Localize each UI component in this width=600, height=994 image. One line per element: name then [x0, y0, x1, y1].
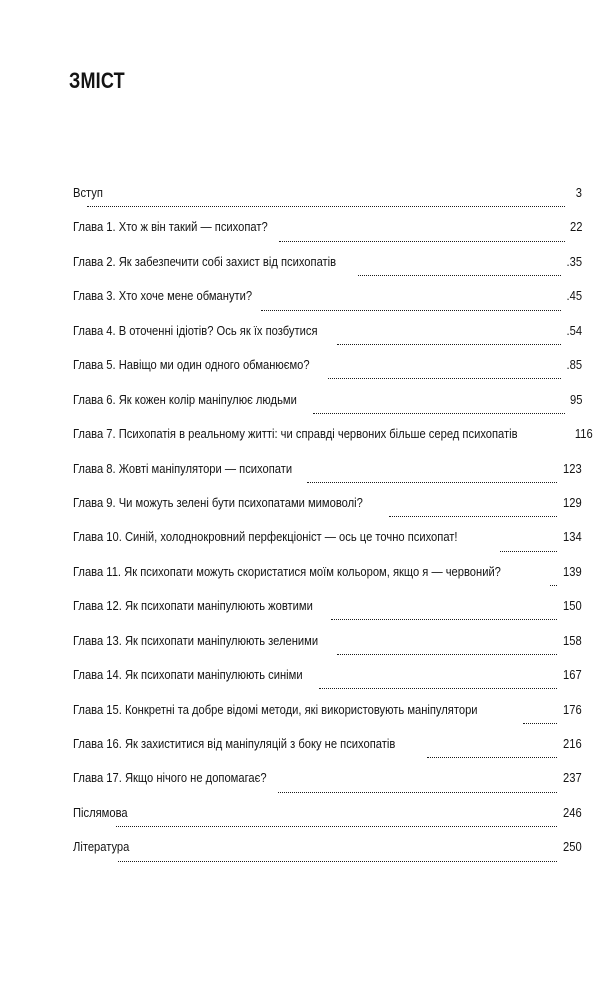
toc-entry — [73, 529, 582, 563]
toc-entry-page: 158 — [563, 632, 582, 648]
toc-entry-page: 167 — [563, 667, 582, 683]
dot-leader — [427, 756, 557, 758]
toc-entry-page: 216 — [563, 736, 582, 751]
toc-entry-title: Глава 16. Як захиститися від маніпуляцій з боку не психопатів — [73, 736, 396, 751]
toc-entry-page: 237 — [563, 770, 582, 786]
page-title: ЗМІСТ — [69, 68, 125, 93]
table-of-contents — [73, 185, 594, 874]
toc-entry — [73, 667, 582, 701]
toc-entry — [73, 495, 582, 529]
dot-leader — [319, 687, 557, 689]
toc-entry-title: Глава 2. Як забезпечити собі захист від психопатів — [73, 253, 337, 269]
dot-leader — [118, 860, 557, 862]
toc-entry-page: 150 — [563, 598, 582, 614]
dot-leader — [337, 653, 557, 655]
toc-entry — [73, 839, 582, 873]
toc-entry-title: Глава 7. Психопатія в реальному житті: чи справді червоних більше серед психопатів — [73, 426, 518, 442]
toc-entry-page: 116 — [575, 426, 594, 442]
dot-leader — [328, 377, 561, 379]
toc-entry-page: 95 — [569, 391, 582, 407]
toc-entry — [73, 323, 582, 357]
dot-leader — [523, 722, 557, 724]
toc-entry-title: Глава 8. Жовті маніпулятори — психопати — [73, 460, 293, 476]
toc-entry-title: Глава 3. Хто хоче мене обманути? — [73, 288, 253, 304]
toc-entry-title: Глава 12. Як психопати маніпулюють жовтими — [73, 598, 313, 614]
toc-entry-page: .35 — [566, 253, 582, 269]
toc-entry-title: Глава 15. Конкретні та добре відомі методи, які використовують маніпулятори — [73, 701, 478, 717]
toc-entry — [73, 357, 582, 391]
toc-entry — [73, 805, 582, 839]
toc-entry — [73, 702, 582, 736]
toc-entry — [73, 736, 582, 770]
toc-entry-page: 246 — [563, 804, 582, 820]
dot-leader — [313, 412, 565, 414]
toc-entry-title: Література — [73, 839, 130, 855]
toc-entry — [73, 633, 582, 667]
toc-entry-page: .45 — [566, 288, 582, 304]
dot-leader — [337, 343, 561, 345]
toc-entry — [73, 770, 582, 804]
toc-entry — [73, 185, 582, 219]
toc-entry-title: Вступ — [73, 185, 103, 200]
dot-leader — [331, 618, 557, 620]
toc-entry-title: Глава 17. Якщо нічого не допомагає? — [73, 770, 267, 786]
toc-entry — [73, 426, 594, 460]
toc-entry-title: Глава 11. Як психопати можуть скористатися моїм кольором, якщо я — червоний? — [73, 563, 501, 579]
toc-entry — [73, 461, 582, 495]
dot-leader — [307, 481, 557, 483]
dot-leader — [500, 550, 558, 552]
toc-entry-title: Післямова — [73, 804, 128, 820]
toc-entry-title: Глава 14. Як психопати маніпулюють синіми — [73, 667, 303, 683]
toc-entry-page: 176 — [563, 701, 582, 717]
toc-entry-title: Глава 4. В оточенні ідіотів? Ось як їх позбутися — [73, 322, 318, 338]
dot-leader — [278, 791, 558, 793]
dot-leader — [279, 240, 565, 242]
dot-leader — [358, 274, 561, 276]
dot-leader — [261, 309, 561, 311]
toc-entry — [73, 392, 582, 426]
toc-entry — [73, 288, 582, 322]
toc-entry-page: 139 — [563, 563, 582, 579]
dot-leader — [87, 205, 565, 207]
toc-entry-title: Глава 10. Синій, холоднокровний перфекціоніст — ось це точно психопат! — [73, 529, 458, 545]
toc-entry-title: Глава 5. Навіщо ми один одного обманюємо? — [73, 357, 310, 373]
toc-entry-page: .85 — [566, 357, 582, 373]
toc-entry-page: 123 — [563, 460, 582, 476]
toc-entry-page: 134 — [563, 529, 582, 545]
toc-entry-title: Глава 13. Як психопати маніпулюють зеленими — [73, 632, 319, 648]
dot-leader — [389, 515, 557, 517]
toc-entry — [73, 219, 582, 253]
toc-entry — [73, 564, 582, 598]
toc-entry-page: 250 — [563, 839, 582, 855]
toc-entry — [73, 598, 582, 632]
toc-entry-page: .54 — [566, 322, 582, 338]
toc-entry-page: 129 — [563, 494, 582, 510]
toc-entry-page: 3 — [575, 185, 582, 200]
toc-entry — [73, 254, 582, 288]
toc-entry-title: Глава 6. Як кожен колір маніпулює людьми — [73, 391, 297, 407]
toc-entry-page: 22 — [569, 219, 582, 235]
toc-entry-title: Глава 1. Хто ж він такий — психопат? — [73, 219, 268, 235]
toc-entry-title: Глава 9. Чи можуть зелені бути психопатами мимоволі? — [73, 494, 363, 510]
dot-leader — [550, 584, 557, 586]
dot-leader — [116, 825, 557, 827]
